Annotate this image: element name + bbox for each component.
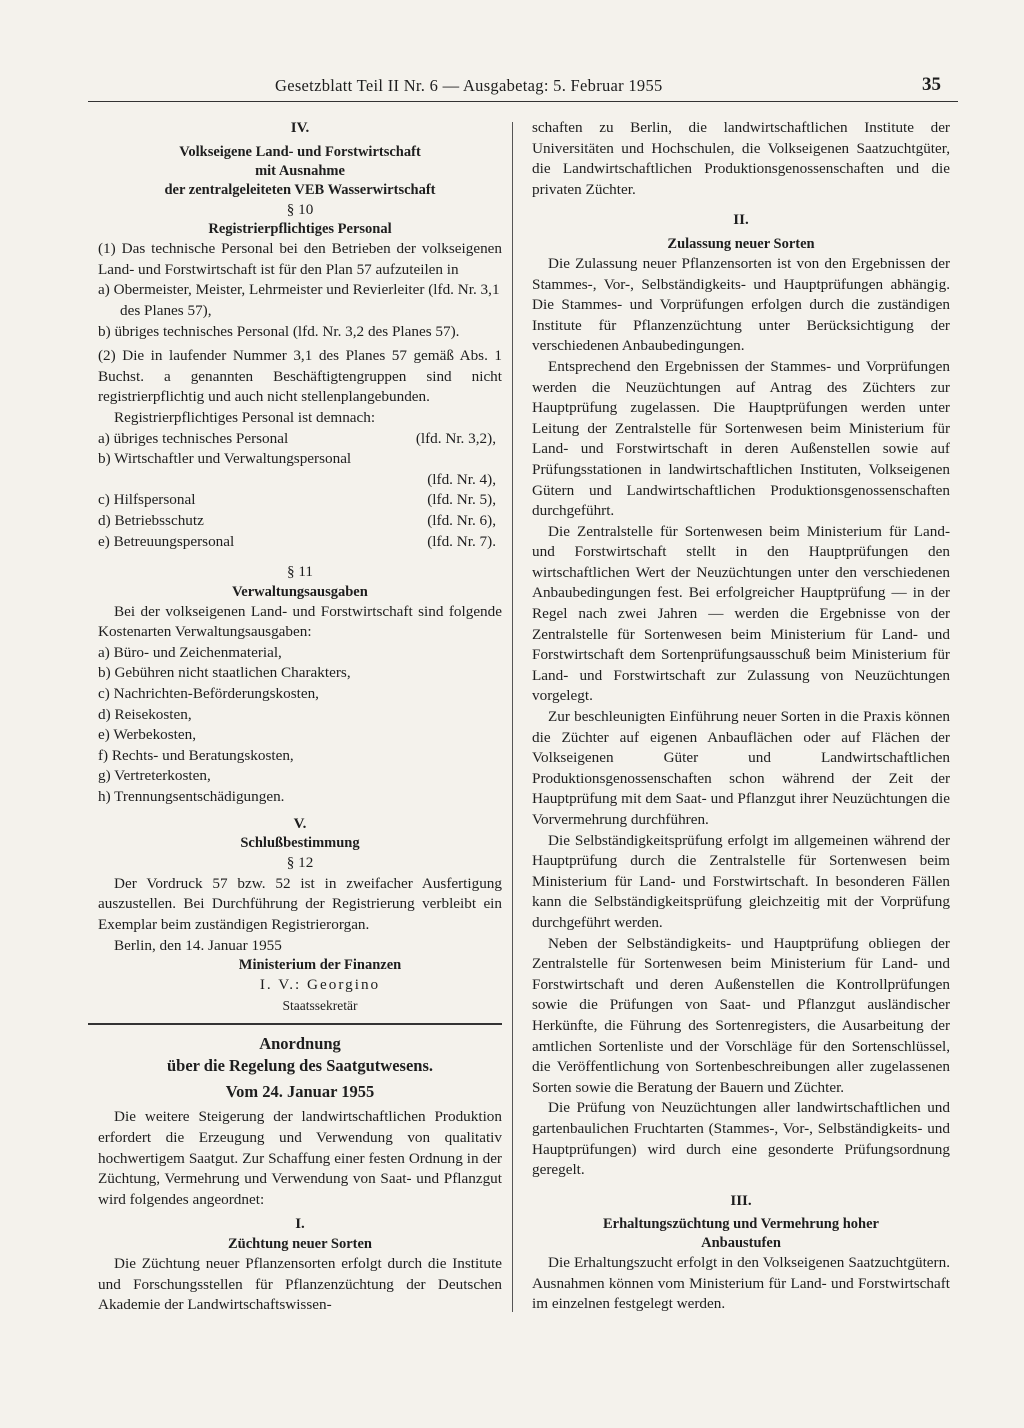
- section-ii-para-6: Neben der Selbständigkeits- und Hauptprüfung obliegen der Zentralstelle für Sortenwesen beim Ministerium für Land- und Forstwirtschaft und deren Außenstellen die Kontrollprüfungen sowie die Prüfungen von Saat- und Pflanzgut ausländischer Herkünfte, die Führung des Sortenregisters, die Ausarbeitung der amtlichen Sortenliste und der Vorschläge für den Sortenschlüssel, die Veröffentlichung von Sortenbeschreibungen aller zugelassenen Sorten sowie die Beratung der Bauern und Züchter.: [532, 934, 950, 1096]
- continued-text: schaften zu Berlin, die landwirtschaftlichen Institute der Universitäten und Hochschulen, die Volkseigenen Saatzuchtgüter, die Landwirtschaftlichen Produktionsgenossenschaften und die privaten Züchter.: [532, 119, 950, 198]
- section-i-title: Züchtung neuer Sorten: [228, 1235, 372, 1252]
- section-iii-number: III.: [730, 1192, 752, 1209]
- registration-item-b: b) Wirtschaftler und Verwaltungspersonal: [98, 450, 352, 468]
- section-iii-title-1: Erhaltungszüchtung und Vermehrung hoher: [603, 1216, 879, 1233]
- section-iv-title-1: Volkseigene Land- und Forstwirtschaft: [179, 143, 421, 160]
- section-iv-number: IV.: [290, 120, 310, 136]
- cost-item-d: d) Reisekosten,: [98, 705, 192, 723]
- registration-item-b-number: (lfd. Nr. 4),: [427, 470, 496, 488]
- section-ii-para-2: Entsprechend den Ergebnissen der Stammes- und Vorprüfungen werden die Neuzüchtungen auf Antrag des Züchters zur Hauptprüfung zugelassen. Die Hauptprüfungen werden unter Leitung der Zentralstelle für Sortenwesen beim Ministerium für Land- und Forstwirtschaft in deren Außenstellen sowie auf Prüfungsstationen in landwirtschaftlichen Instituten, Volkseigenen Gütern und Landwirtschaftlichen Produktionsgenossenschaften durchgeführt.: [532, 357, 950, 520]
- paragraph-11-title: Verwaltungsausgaben: [232, 583, 368, 600]
- cost-item-h: h) Trennungsentschädigungen.: [98, 788, 285, 806]
- section-ii-para-5: Die Selbständigkeitsprüfung erfolgt im allgemeinen während der Hauptprüfung durch die Zentralstelle für Sortenwesen beim Ministerium für Land- und Forstwirtschaft. In besonderen Fällen kann die Selbständigkeitsprüfung gleichzeitig mit der Vorprüfung durchgeführt werden.: [532, 831, 950, 931]
- paragraph-12-number: § 12: [286, 854, 314, 872]
- left-column: [98, 118, 502, 1316]
- section-ii-para-1: Die Zulassung neuer Pflanzensorten ist von den Ergebnissen der Stammes-, Vor-, Selbständigkeits- und Hauptprüfungen abhängig. Die Stammes- und Vorprüfungen erfolgen durch die zuständigen Institute für Pflanzenzüchtung unter Berücksichtigung der verschiedenen Anbaubedingungen.: [532, 254, 950, 355]
- section-ii-para-3: Die Zentralstelle für Sortenwesen beim Ministerium für Land- und Forstwirtschaft stellt in den Hauptprüfungen den wirtschaftlichen Wert der Neuzüchtungen unter den verschiedenen Anbaubedingungen fest. Bei erfolgreicher Hauptprüfung — in der Regel nach zwei Jahren — werden die Ergebnisse von der Zentralstelle für Sortenwesen beim Ministerium für Land- und Forstwirtschaft dem Sortenprüfungsausschuß beim Ministerium für Land- und Forstwirtschaft zur Zulassung von Neuzüchtungen vorgelegt.: [532, 522, 950, 705]
- anordnung-subtitle: über die Regelung des Saatgutwesens.: [166, 1056, 433, 1076]
- paragraph-12-text: Der Vordruck 57 bzw. 52 ist in zweifacher Ausfertigung auszustellen. Bei Durchführung der Registrierung verbleibt ein Exemplar beim zuständigen Registrierorgan.: [98, 874, 502, 933]
- section-rule: [88, 1023, 502, 1025]
- ministry-name: Ministerium der Finanzen: [238, 957, 402, 974]
- paragraph-11-number: § 11: [286, 563, 313, 581]
- place-date: Berlin, den 14. Januar 1955: [114, 936, 282, 954]
- registration-item-e: e) Betreuungspersonal (lfd. Nr. 7).: [98, 532, 496, 550]
- section-i-text: Die Züchtung neuer Pflanzensorten erfolgt durch die Institute und Forschungsstellen für Pflanzenzüchtung der Deutschen Akademie der Landwirtschaftswissen-: [98, 1254, 502, 1314]
- header-rule: [88, 101, 958, 102]
- section-ii-title: Zulassung neuer Sorten: [667, 235, 815, 252]
- cost-item-c: c) Nachrichten-Beförderungskosten,: [98, 685, 319, 703]
- page-header: Gesetzblatt Teil II Nr. 6 — Ausgabetag: 5. Februar 1955: [275, 76, 663, 95]
- section-iv-title-3: der zentralgeleiteten VEB Wasserwirtschaft: [164, 181, 436, 198]
- cost-item-b: b) Gebühren nicht staatlichen Charakters,: [98, 664, 351, 682]
- paragraph-10-title: Registrierpflichtiges Personal: [208, 221, 392, 238]
- section-iii-title-2: Anbaustufen: [701, 1235, 781, 1252]
- cost-item-a: a) Büro- und Zeichenmaterial,: [98, 643, 282, 661]
- registration-item-a: a) übriges technisches Personal (lfd. Nr. 3,2),: [98, 429, 496, 447]
- column-divider: [512, 122, 513, 1312]
- paragraph-10-1a: a) Obermeister, Meister, Lehrmeister und Revierleiter (lfd. Nr. 3,1 des Planes 57),: [98, 281, 500, 319]
- anordnung-date: Vom 24. Januar 1955: [225, 1082, 375, 1102]
- signer-name: I. V.: Georgino: [259, 976, 381, 994]
- paragraph-10-number: § 10: [286, 200, 314, 218]
- cost-item-f: f) Rechts- und Beratungskosten,: [98, 746, 294, 764]
- section-iii-para-1: Die Erhaltungszucht erfolgt in den Volkseigenen Saatzuchtgütern. Ausnahmen können vom Ministerium für Land- und Forstwirtschaft im einzelnen festgelegt werden.: [532, 1254, 950, 1313]
- registration-item-c: c) Hilfspersonal (lfd. Nr. 5),: [98, 491, 496, 509]
- section-ii-number: II.: [733, 212, 749, 229]
- section-ii-para-7: Die Prüfung von Neuzüchtungen aller landwirtschaftlichen und gartenbaulichen Fruchtarten (Stammes-, Vor-, Selbständigkeits- und Hauptprüfungen) wird durch eine gesonderte Prüfungsordnung geregelt.: [532, 1099, 950, 1179]
- registration-item-d: d) Betriebsschutz (lfd. Nr. 6),: [98, 511, 496, 529]
- section-ii-para-4: Zur beschleunigten Einführung neuer Sorten in die Praxis können die Züchter auf eigenen Anbauflächen oder auf Flächen der Volkseigenen Güter und Landwirtschaftlichen Produktionsgenossenschaften schon während der Zeit der Hauptprüfung mit dem Saat- und Pflanzgut ihrer Neuzüchtungen die Vorvermehrung durchführen.: [532, 708, 950, 828]
- registration-intro: Registrierpflichtiges Personal ist demnach:: [114, 408, 376, 426]
- paragraph-10-1b: b) übriges technisches Personal (lfd. Nr. 3,2 des Planes 57).: [98, 322, 460, 340]
- right-column: [532, 118, 950, 1315]
- paragraph-11-text: Bei der volkseigenen Land- und Forstwirtschaft sind folgende Kostenarten Verwaltungsausgaben:: [98, 602, 502, 641]
- section-v-number: V.: [293, 815, 307, 832]
- cost-item-g: g) Vertreterkosten,: [98, 767, 211, 785]
- anordnung-title: Anordnung: [259, 1034, 341, 1054]
- signer-role: Staatssekretär: [282, 997, 358, 1013]
- page-number: 35: [922, 74, 941, 95]
- section-iv-title-2: mit Ausnahme: [255, 162, 345, 179]
- cost-item-e: e) Werbekosten,: [98, 726, 197, 744]
- paragraph-10-2: (2) Die in laufender Nummer 3,1 des Planes 57 gemäß Abs. 1 Buchst. a genannten Beschäftigtengruppen sind nicht registrierpflichtig und auch nicht stellenplangebunden.: [98, 347, 502, 406]
- paragraph-10-1: (1) Das technische Personal bei den Betrieben der volkseigenen Land- und Forstwirtschaft ist für den Plan 57 aufzuteilen in: [98, 240, 502, 278]
- anordnung-intro: Die weitere Steigerung der landwirtschaftlichen Produktion erfordert die Erzeugung und Verwendung von qualitativ hochwertigem Saatgut. Zur Schaffung einer festen Ordnung in der Züchtung, Vermehrung und Verwendung von Saat- und Pflanzgut wird folgendes angeordnet:: [98, 1108, 502, 1208]
- section-v-title: Schlußbestimmung: [240, 835, 360, 852]
- section-i-number: I.: [295, 1216, 305, 1233]
